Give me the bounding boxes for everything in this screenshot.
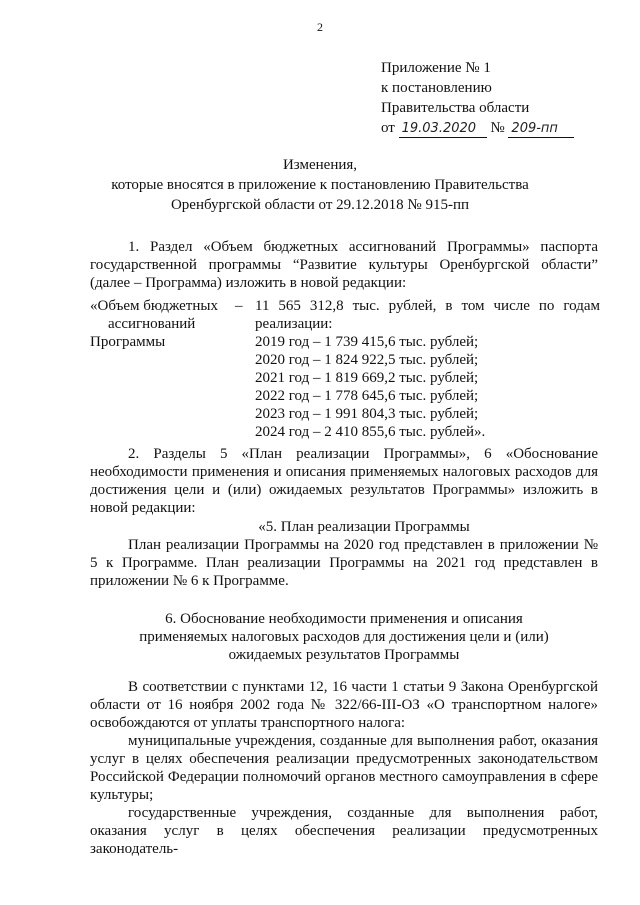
section-5-heading: «5. План реализации Программы	[258, 519, 470, 535]
section-6-heading-line-3: ожидаемых результатов Программы	[228, 647, 460, 663]
title-line-2: которые вносятся в приложение к постановлению Правительства	[111, 177, 529, 193]
budget-year-row: 2019 год – 1 739 415,6 тыс. рублей;	[255, 334, 479, 350]
budget-label-line: «Объем бюджетных	[90, 298, 218, 314]
budget-values	[255, 297, 600, 441]
budget-year-row: 2022 год – 1 778 645,6 тыс. рублей;	[255, 388, 479, 404]
budget-label-line: Программы	[90, 334, 166, 350]
appendix-date-line	[381, 118, 621, 138]
section-6-heading-line-2: применяемых налоговых расходов для достижения цели и (или)	[139, 629, 549, 645]
number-prefix: №	[490, 120, 505, 136]
appendix-line-2: к постановлению	[381, 80, 492, 96]
budget-year-row: 2020 год – 1 824 922,5 тыс. рублей;	[255, 352, 479, 368]
section-1-paragraph: 1. Раздел «Объем бюджетных ассигнований Программы» паспорта государственной программы “Развитие культуры Оренбургской области” (далее – Программа) изложить в новой редакции:	[90, 239, 598, 291]
section-2	[90, 445, 598, 517]
section-6-paragraph-3: государственные учреждения, созданные для выполнения работ, оказания услуг в целях обеспечения реализации предусмотренных законодатель-	[90, 805, 598, 857]
budget-table	[90, 297, 600, 441]
section-2-paragraph: 2. Разделы 5 «План реализации Программы», 6 «Обоснование необходимости применения и описания применяемых налоговых расходов для достижения цели и (или) ожидаемых результатов Программы» изложить в новой редакции:	[90, 446, 598, 516]
budget-label-line: ассигнований	[108, 316, 196, 332]
appendix-line-1: Приложение № 1	[381, 60, 491, 76]
page-number: 2	[317, 20, 323, 34]
budget-year-row: 2023 год – 1 991 804,3 тыс. рублей;	[255, 406, 479, 422]
appendix-line-3: Правительства области	[381, 100, 530, 116]
section-5	[90, 518, 598, 590]
budget-year-row: 2021 год – 1 819 669,2 тыс. рублей;	[255, 370, 479, 386]
handwritten-date: 19.03.2020	[399, 121, 487, 138]
section-6-heading	[90, 610, 598, 664]
section-1	[90, 238, 598, 292]
document-title	[100, 155, 540, 215]
budget-total: 11 565 312,8 тыс. рублей, в том числе по годам реализации:	[255, 298, 600, 332]
section-6-paragraph-2: муниципальные учреждения, созданные для выполнения работ, оказания услуг в целях обеспечения реализации предусмотренных законодательством Российской Федерации полномочий органов местного самоуправления в сфере культуры;	[90, 733, 598, 803]
section-6-paragraph-1: В соответствии с пунктами 12, 16 части 1 статьи 9 Закона Оренбургской области от 16 ноября 2002 года № 322/66-III-ОЗ «О транспортном налоге» освобождаются от уплаты транспортного налога:	[90, 679, 598, 731]
budget-dash: –	[235, 298, 243, 314]
section-6-heading-line-1: 6. Обоснование необходимости применения и описания	[165, 611, 523, 627]
budget-year-row: 2024 год – 2 410 855,6 тыс. рублей».	[255, 424, 486, 440]
budget-label	[90, 297, 235, 441]
title-line-1: Изменения,	[282, 157, 358, 173]
appendix-block	[381, 58, 621, 138]
date-prefix: от	[381, 120, 395, 136]
section-6-body	[90, 678, 598, 858]
handwritten-number: 209-пп	[508, 121, 574, 138]
section-5-paragraph: План реализации Программы на 2020 год представлен в приложении № 5 к Программе. План реализации Программы на 2021 год представлен в приложении № 6 к Программе.	[90, 537, 598, 589]
title-line-3: Оренбургской области от 29.12.2018 № 915-пп	[170, 197, 470, 213]
